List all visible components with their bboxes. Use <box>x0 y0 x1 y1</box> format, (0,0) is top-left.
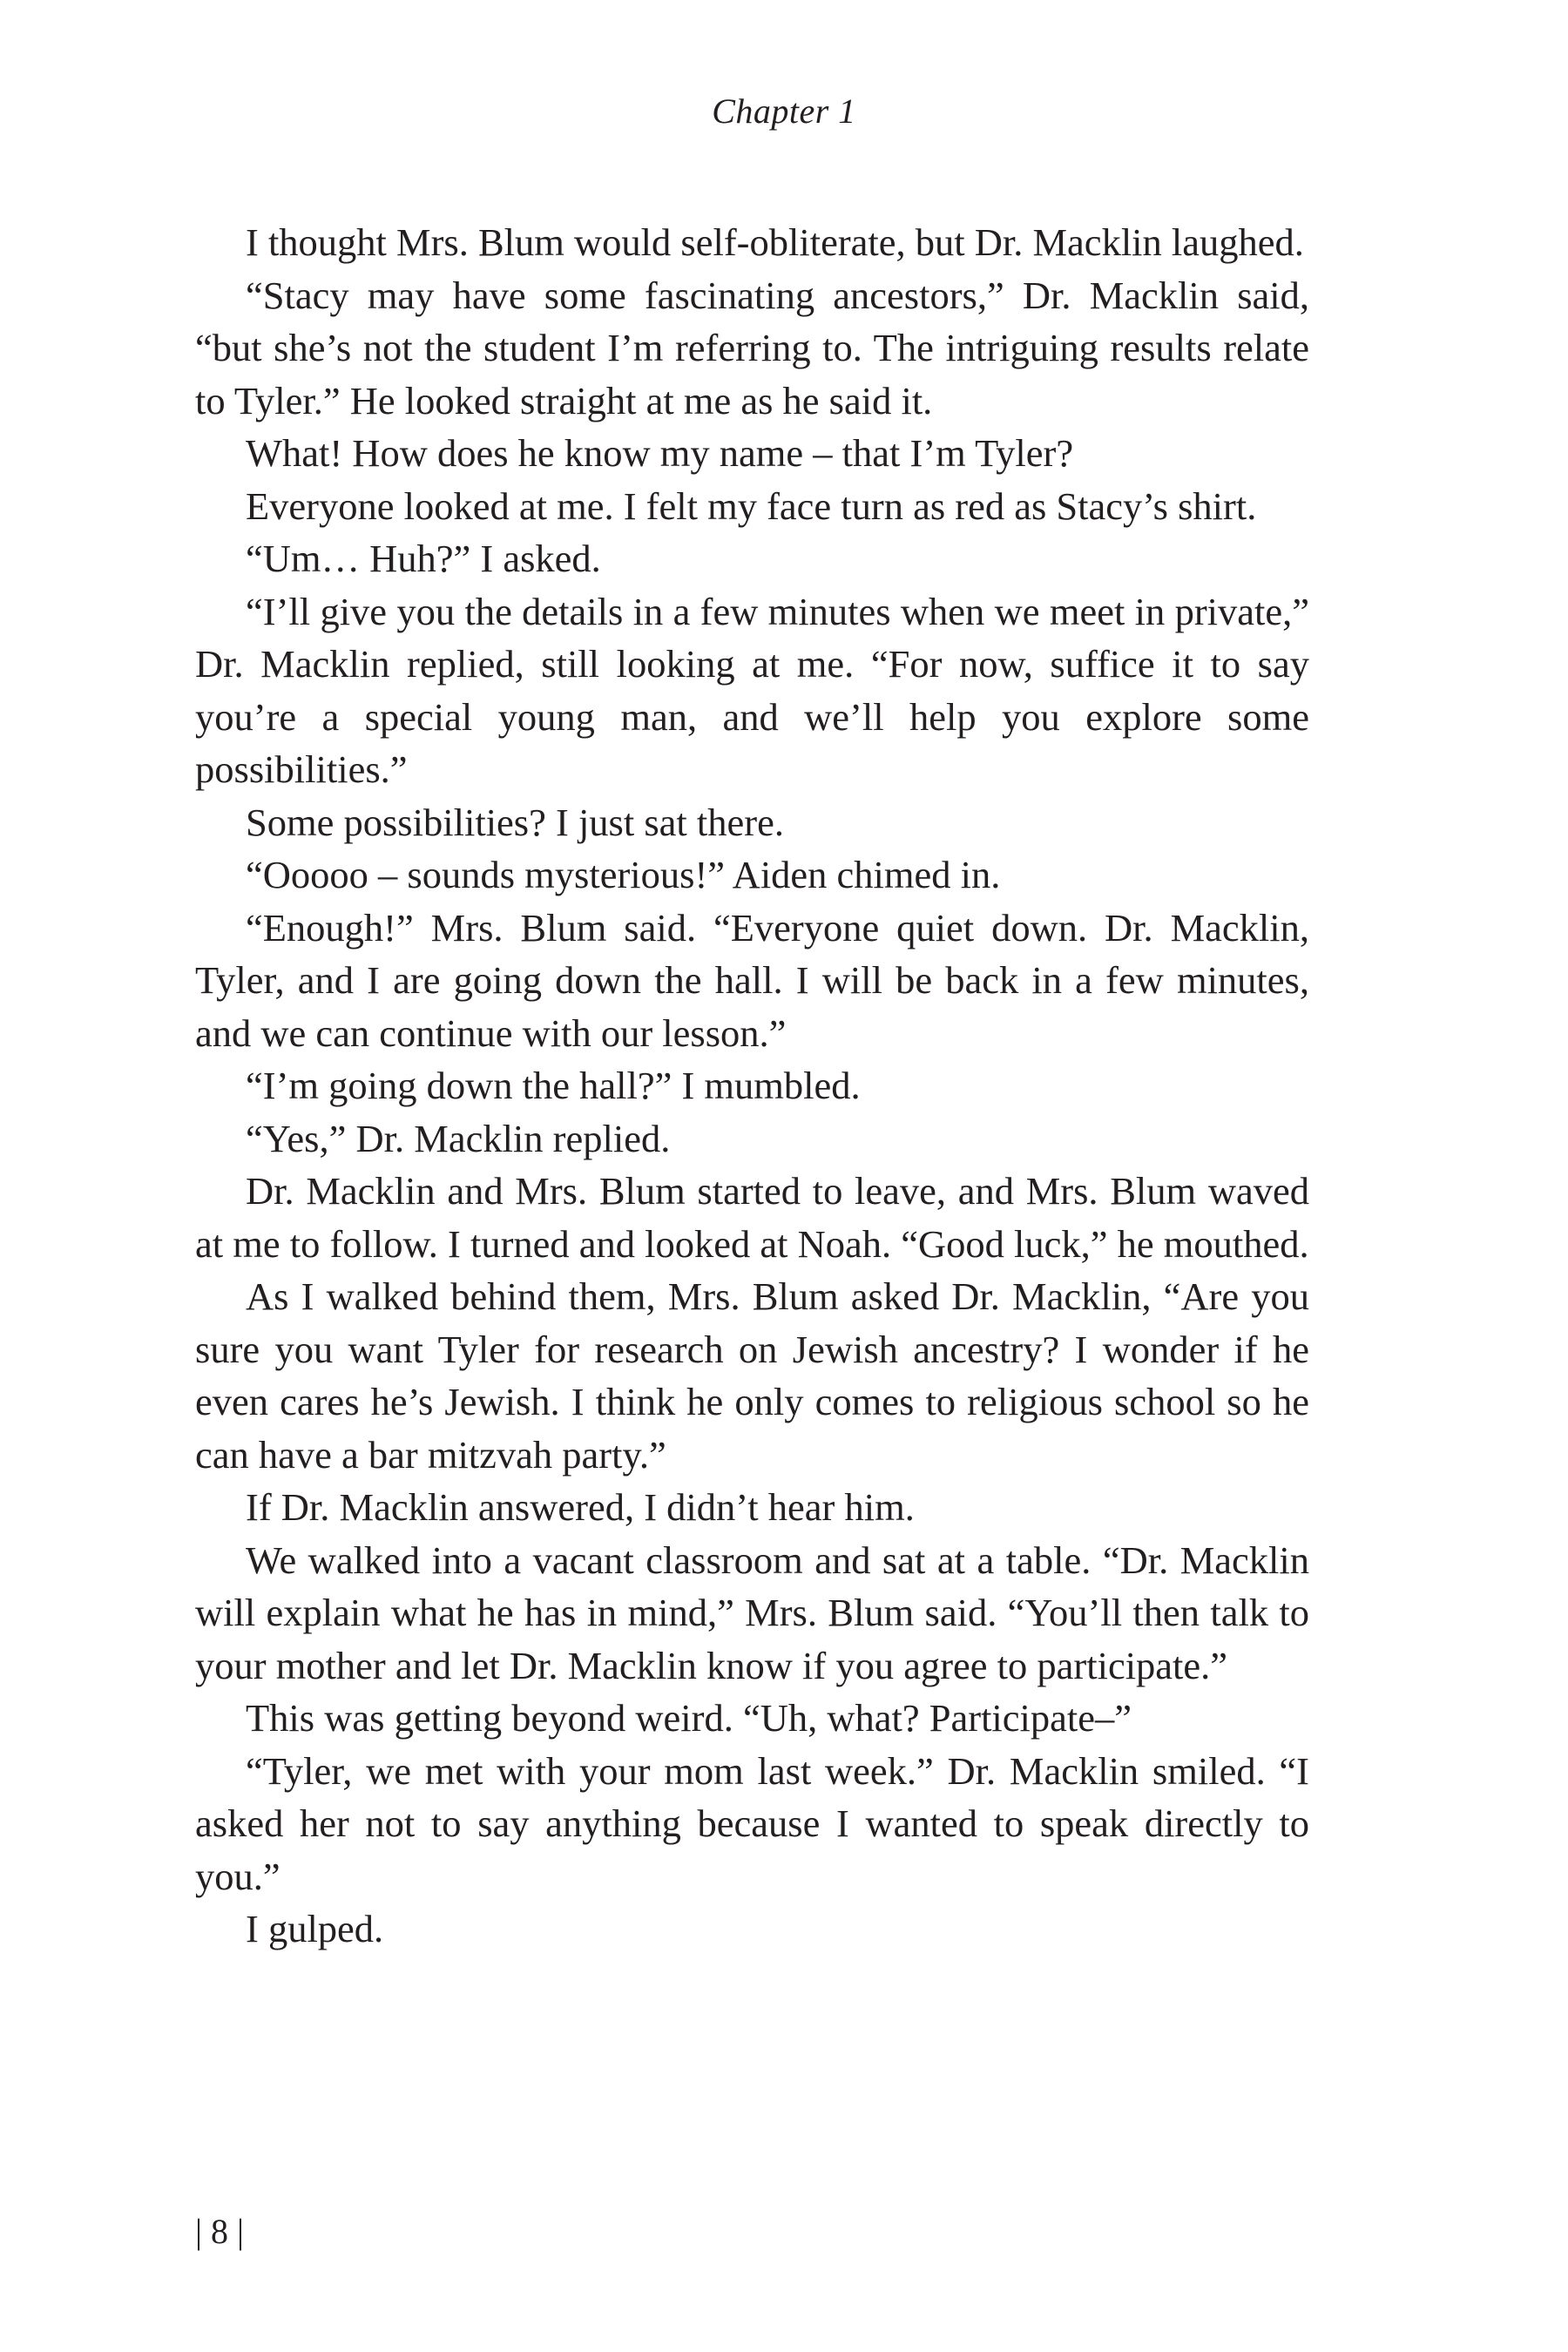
paragraph-13: As I walked behind them, Mrs. Blum asked Dr. Macklin, “Are you sure you want Tyler for research on Jewish ancestry? I wonder if he even cares he’s Jewish. I think he only comes to religious school so he can have a bar mitzvah party.” <box>195 1274 1309 1477</box>
body-text <box>195 216 1309 1956</box>
paragraph-12: Dr. Macklin and Mrs. Blum started to leave, and Mrs. Blum waved at me to follow. I turned and looked at Noah. “Good luck,” he mouthed. <box>195 1169 1309 1266</box>
paragraph-17: “Tyler, we met with your mom last week.” Dr. Macklin smiled. “I asked her not to say anything because I wanted to speak directly to you.” <box>195 1748 1309 1898</box>
page-number: | 8 | <box>195 2212 245 2251</box>
paragraph-18: I gulped. <box>246 1907 384 1950</box>
paragraph-8: “Ooooo – sounds mysterious!” Aiden chimed in. <box>246 853 1001 896</box>
paragraph-4: Everyone looked at me. I felt my face turn as red as Stacy’s shirt. <box>246 483 1257 528</box>
paragraph-7: Some possibilities? I just sat there. <box>246 800 784 844</box>
paragraph-3: What! How does he know my name – that I’m Tyler? <box>246 431 1074 475</box>
paragraph-16: This was getting beyond weird. “Uh, what? Participate–” <box>246 1696 1132 1740</box>
paragraph-2: “Stacy may have some fascinating ancestors,” Dr. Macklin said, “but she’s not the student I’m referring to. The intriguing results relate to Tyler.” He looked straight at me as he said it. <box>195 273 1309 422</box>
paragraph-9: “Enough!” Mrs. Blum said. “Everyone quiet down. Dr. Macklin, Tyler, and I are going down the hall. I will be back in a few minutes, and we can continue with our lesson.” <box>195 905 1309 1055</box>
paragraph-6: “I’ll give you the details in a few minutes when we meet in private,” Dr. Macklin replied, still looking at me. “For now, suffice it to say you’re a special young man, and we’ll help you explore some possibilities.” <box>195 589 1309 791</box>
paragraph-10: “I’m going down the hall?” I mumbled. <box>246 1064 861 1107</box>
paragraph-11: “Yes,” Dr. Macklin replied. <box>246 1116 671 1160</box>
paragraph-15: We walked into a vacant classroom and sat at a table. “Dr. Macklin will explain what he has in mind,” Mrs. Blum said. “You’ll then talk to your mother and let Dr. Macklin know if you agree to participate.” <box>195 1538 1309 1687</box>
paragraph-1: I thought Mrs. Blum would self-obliterate, but Dr. Macklin laughed. <box>246 220 1304 264</box>
paragraph-14: If Dr. Macklin answered, I didn’t hear him. <box>246 1485 915 1529</box>
paragraph-5: “Um… Huh?” I asked. <box>246 537 601 580</box>
running-head-chapter-title: Chapter 1 <box>712 91 856 131</box>
